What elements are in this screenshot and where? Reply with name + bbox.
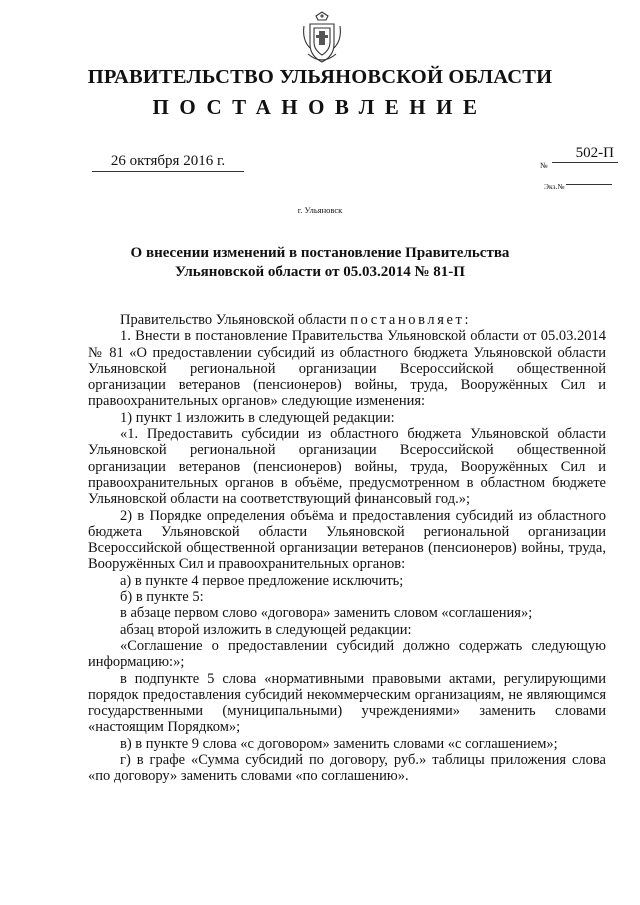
document-number: 502-П [575, 145, 614, 161]
document-heading [100, 244, 540, 282]
copy-number-field [544, 176, 612, 191]
body-paragraph: 1) пункт 1 изложить в следующей редакции: [120, 409, 395, 426]
copy-underline [566, 184, 612, 185]
body-paragraph [88, 312, 606, 328]
body-paragraph: 1. Внести в постановление Правительства Ульяновской области от 05.03.2014 № 81 «О предоставлении субсидий из областного бюджета Ульяновской области Ульяновской региональной организации Всероссийской общественной организации ветеранов (пенсионеров) войны, труда, Вооружённых Сил и правоохранительных органов» следующие изменения: [88, 328, 606, 410]
body-paragraph: б) в пункте 5: [120, 589, 204, 606]
city-name: г. Ульяновск [297, 205, 343, 215]
coat-of-arms-emblem-icon [300, 10, 344, 66]
copy-label: Экз.№ [544, 182, 565, 191]
number-field [538, 144, 618, 170]
body-paragraph: а) в пункте 4 первое предложение исключить; [120, 572, 404, 589]
document-date: 26 октября 2016 г. [110, 153, 226, 169]
heading-line-1: О внесении изменений в постановление Правительства [130, 245, 510, 261]
document-type-title: ПОСТАНОВЛЕНИЕ [152, 95, 488, 119]
body-paragraph: в подпункте 5 слова «нормативными правовыми актами, регулирующими порядок предоставления субсидий некоммерческим организациям, не являющимся государственными (муниципальными) учреждениями» заменить словами «настоящим Порядком»; [88, 670, 606, 736]
body-paragraph: «Соглашение о предоставлении субсидий должно содержать следующую информацию:»; [88, 637, 606, 671]
document-body [88, 312, 606, 785]
body-paragraph: 2) в Порядке определения объёма и предоставления субсидий из областного бюджета Ульяновской области Ульяновской региональной организации Всероссийской общественной организации ветеранов (пенсионеров) войны, труда, Вооружённых Сил и правоохранительных органов: [88, 507, 606, 573]
body-paragraph: абзац второй изложить в следующей редакции: [120, 621, 412, 638]
body-paragraph: в абзаце первом слово «договора» заменить словом «соглашения»; [120, 605, 533, 622]
heading-line-2: Ульяновской области от 05.03.2014 № 81-П [175, 264, 465, 280]
body-paragraph: «1. Предоставить субсидии из областного бюджета Ульяновской области Ульяновской региональной организации Всероссийской общественной организации ветеранов (пенсионеров) войны, труда, Вооружённых Сил и правоохранительных органов в объёме, предусмотренном в областном бюджете Ульяновской области на соответствующий финансовый год.»; [88, 426, 606, 508]
number-underline [552, 162, 618, 163]
government-title: ПРАВИТЕЛЬСТВО УЛЬЯНОВСКОЙ ОБЛАСТИ [87, 66, 553, 88]
date-underline [92, 171, 244, 172]
decree-verb: постановляет: [350, 312, 472, 328]
date-field [92, 152, 244, 172]
number-sign: № [540, 161, 548, 170]
body-paragraph: в) в пункте 9 слова «с договором» заменить словами «с соглашением»; [120, 735, 558, 752]
body-paragraph: г) в графе «Сумма субсидий по договору, руб.» таблицы приложения слова «по договору» заменить словами «по соглашению». [88, 752, 606, 785]
decree-preamble: Правительство Ульяновской области [120, 312, 351, 328]
